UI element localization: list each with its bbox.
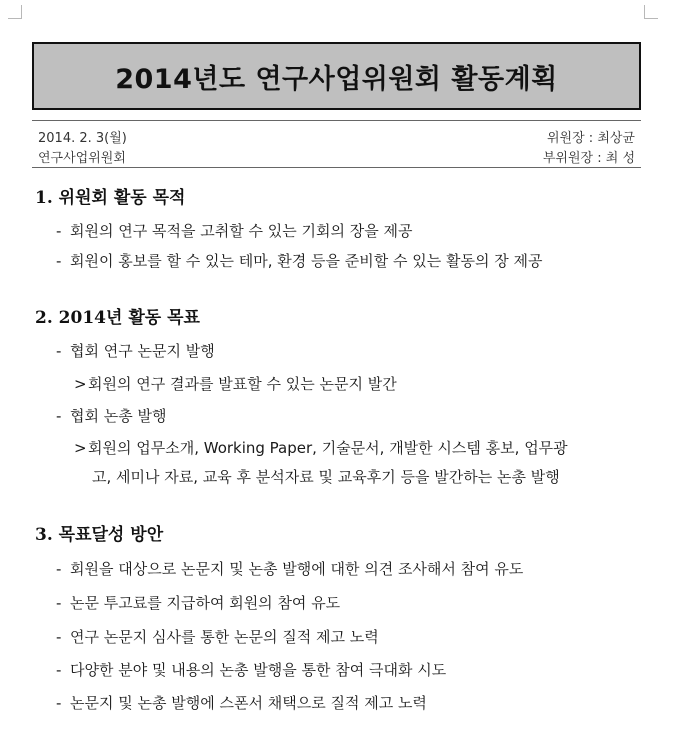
dash-marker: -	[56, 661, 62, 679]
list-item-text: 협회 연구 논문지 발행	[70, 342, 215, 360]
sub-item-text: 회원의 업무소개, Working Paper, 기술문서, 개발한 시스템 홍보, 업무광	[88, 439, 568, 457]
sub-item	[74, 437, 640, 495]
meta-row-1	[38, 127, 635, 146]
page-corner-mark-left	[8, 5, 22, 19]
list-item-text: 다양한 분야 및 내용의 논총 발행을 통한 참여 극대화 시도	[70, 661, 447, 679]
list-item-text: 협회 논총 발행	[70, 407, 167, 425]
list-item-text: 회원이 홍보를 할 수 있는 테마, 환경 등을 준비할 수 있는 활동의 장 제공	[70, 252, 543, 270]
section-heading-goals: 2. 2014년 활동 목표	[35, 308, 200, 328]
sub-item	[74, 373, 397, 394]
document-title: 2014년도 연구사업위원회 활동계획	[115, 63, 558, 95]
section-heading-methods: 3. 목표달성 방안	[35, 525, 164, 545]
dash-marker: -	[56, 628, 62, 646]
list-item-text: 회원을 대상으로 논문지 및 논총 발행에 대한 의견 조사해서 참여 유도	[70, 560, 524, 578]
dash-marker: -	[56, 694, 62, 712]
page-corner-mark-right	[644, 5, 658, 19]
committee-name: 연구사업위원회	[38, 151, 126, 166]
dash-marker: -	[56, 594, 62, 612]
list-item	[56, 340, 215, 361]
sub-item-line-continued: 고, 세미나 자료, 교육 후 분석자료 및 교육후기 등을 발간하는 논총 발행	[92, 468, 560, 486]
arrow-marker: >	[74, 375, 87, 393]
section-heading-purpose: 1. 위원회 활동 목적	[35, 188, 186, 208]
arrow-marker: >	[74, 439, 87, 457]
dash-marker: -	[56, 560, 62, 578]
list-item	[56, 692, 427, 713]
meta-row-2	[38, 147, 635, 166]
list-item	[56, 250, 542, 271]
dash-marker: -	[56, 407, 62, 425]
meta-info	[32, 120, 641, 168]
dash-marker: -	[56, 342, 62, 360]
dash-marker: -	[56, 252, 62, 270]
list-item	[56, 405, 166, 426]
dash-marker: -	[56, 222, 62, 240]
document-date: 2014. 2. 3(월)	[38, 131, 127, 146]
list-item-text: 논문지 및 논총 발행에 스폰서 채택으로 질적 제고 노력	[70, 694, 427, 712]
list-item	[56, 659, 446, 680]
sub-item-text: 회원의 연구 결과를 발표할 수 있는 논문지 발간	[88, 375, 397, 393]
chair-name: 위원장 : 최상균	[547, 131, 635, 146]
list-item-text: 논문 투고료를 지급하여 회원의 참여 유도	[70, 594, 341, 612]
list-item	[56, 558, 523, 579]
list-item	[56, 592, 340, 613]
title-box	[32, 42, 641, 110]
list-item	[56, 626, 379, 647]
vice-chair-name: 부위원장 : 최 성	[542, 151, 635, 166]
sub-item-line	[74, 437, 640, 466]
list-item-text: 회원의 연구 목적을 고취할 수 있는 기회의 장을 제공	[70, 222, 413, 240]
list-item	[56, 220, 412, 241]
list-item-text: 연구 논문지 심사를 통한 논문의 질적 제고 노력	[70, 628, 379, 646]
